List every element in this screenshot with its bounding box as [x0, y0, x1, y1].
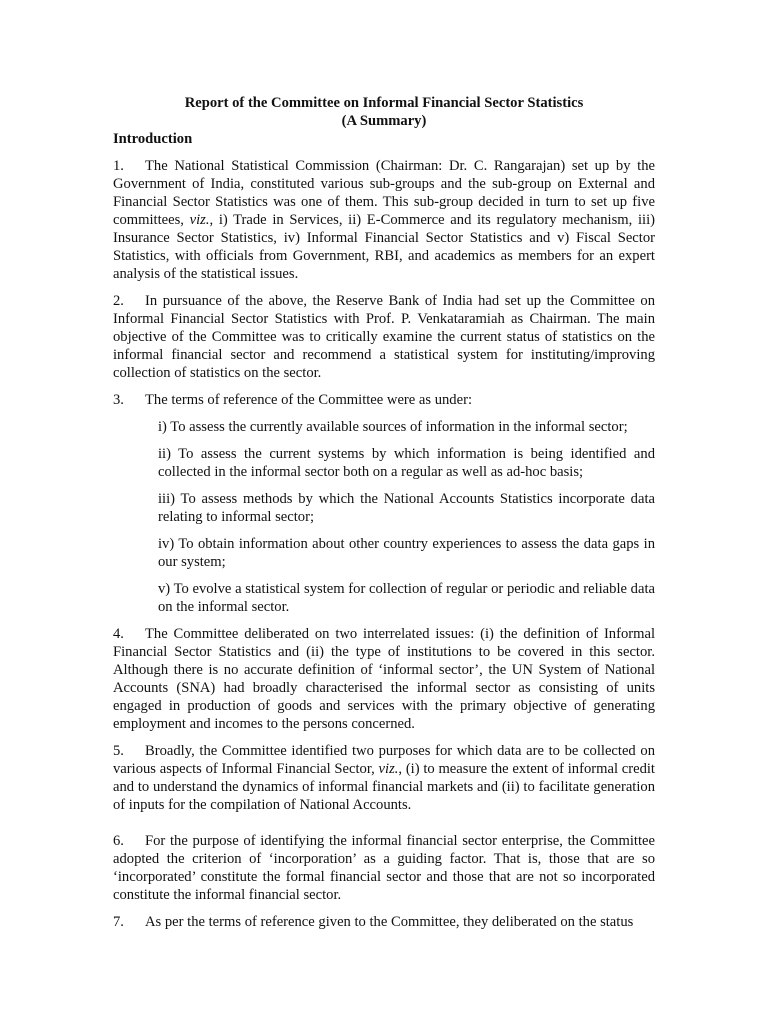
- paragraph-number: 6.: [113, 833, 124, 849]
- paragraph-5: [113, 742, 655, 814]
- terms-of-reference-list: [158, 418, 655, 616]
- document-page: [113, 94, 655, 940]
- paragraph-1: [113, 157, 655, 283]
- list-item: ii) To assess the current systems by which information is being identified and collected in the informal sector both on a regular as well as ad-hoc basis;: [158, 446, 655, 480]
- paragraph-4: [113, 625, 655, 733]
- document-subtitle: (A Summary): [341, 113, 427, 129]
- list-item: v) To evolve a statistical system for collection of regular or periodic and reliable data on the informal sector.: [158, 581, 655, 615]
- section-heading: Introduction: [113, 131, 193, 147]
- paragraph-number: 2.: [113, 293, 124, 309]
- list-item: iv) To obtain information about other country experiences to assess the data gaps in our system;: [158, 536, 655, 570]
- paragraph-number: 7.: [113, 914, 124, 930]
- paragraph-3: [113, 391, 655, 409]
- paragraph-text: In pursuance of the above, the Reserve Bank of India had set up the Committee on Informal Financial Sector Statistics with Prof. P. Venkataramiah as Chairman. The main objective of the Committee was to critically examine the current status of statistics on the informal financial sector and recommend a statistical system for instituting/improving collection of statistics on the sector.: [113, 293, 655, 381]
- paragraph-number: 5.: [113, 743, 124, 759]
- paragraph-7: [113, 913, 655, 931]
- paragraph-number: 3.: [113, 392, 124, 408]
- list-item: iii) To assess methods by which the National Accounts Statistics incorporate data relating to informal sector;: [158, 491, 655, 525]
- paragraph-text: The National Statistical Commission (Chairman: Dr. C. Rangarajan) set up by the Government of India, constituted various sub-groups and the sub-group on External and Financial Sector Statistics was one of them. This sub-group decided in turn to set up five committees, viz., i) Trade in Services, ii) E-Commerce and its regulatory mechanism, iii) Insurance Sector Statistics, iv) Informal Financial Sector Statistics and v) Fiscal Sector Statistics, with officials from Government, RBI, and academics as members for an expert analysis of the statistical issues.: [113, 158, 655, 282]
- list-item: i) To assess the currently available sources of information in the informal sector;: [158, 419, 628, 435]
- document-title: Report of the Committee on Informal Financial Sector Statistics: [184, 95, 584, 111]
- paragraph-text: For the purpose of identifying the informal financial sector enterprise, the Committee adopted the criterion of ‘incorporation’ as a guiding factor. That is, those that are so ‘incorporated’ constitute the formal financial sector and those that are not so incorporated constitute the informal financial sector.: [113, 833, 655, 903]
- paragraph-text: Broadly, the Committee identified two purposes for which data are to be collected on various aspects of Informal Financial Sector, viz., (i) to measure the extent of informal credit and to understand the dynamics of informal financial markets and (ii) to facilitate generation of inputs for the compilation of National Accounts.: [113, 743, 655, 813]
- paragraph-text: The Committee deliberated on two interrelated issues: (i) the definition of Informal Financial Sector Statistics and (ii) the type of institutions to be covered in this sector. Although there is no accurate definition of ‘informal sector’, the UN System of National Accounts (SNA) had broadly characterised the informal sector as consisting of units engaged in production of goods and services with the primary objective of generating employment and incomes to the persons concerned.: [113, 626, 655, 732]
- paragraph-number: 1.: [113, 158, 124, 174]
- paragraph-text: The terms of reference of the Committee were as under:: [145, 392, 472, 408]
- paragraph-number: 4.: [113, 626, 124, 642]
- paragraph-text: As per the terms of reference given to the Committee, they deliberated on the status: [145, 914, 634, 930]
- paragraph-2: [113, 292, 655, 382]
- paragraph-6: [113, 832, 655, 904]
